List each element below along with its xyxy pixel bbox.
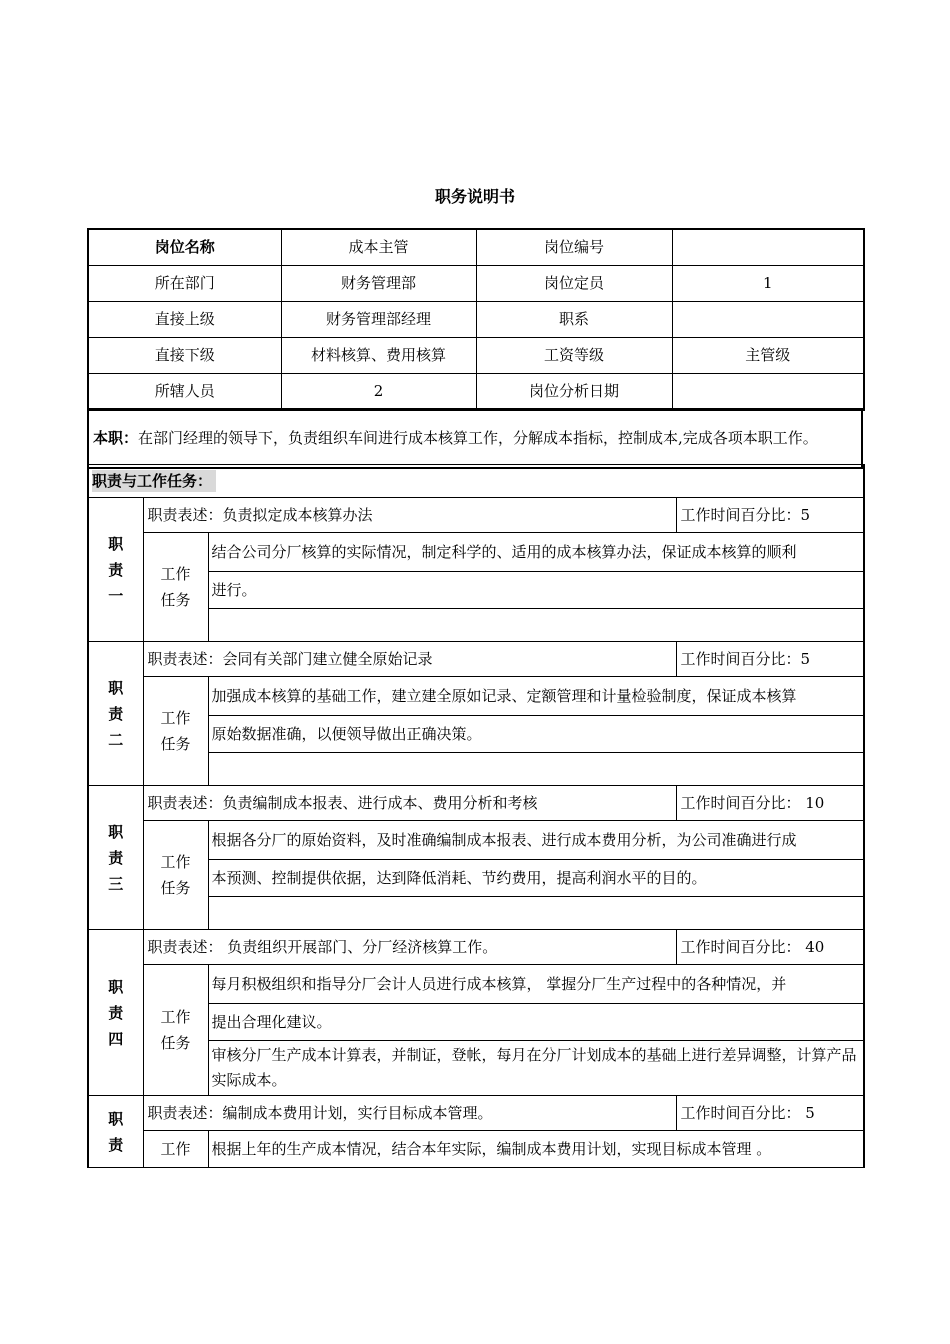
task-line (208, 897, 864, 930)
field-value-staff-count: 2 (281, 374, 476, 411)
table-row (88, 409, 862, 469)
duty-time-percentage: 工作时间百分比：5 (676, 642, 864, 677)
task-line (208, 753, 864, 786)
duty-time-percentage: 工作时间百分比： 10 (676, 786, 864, 821)
duties-header: 职责与工作任务： (92, 470, 216, 492)
duties-table (87, 464, 865, 1168)
field-label-job-family: 职系 (476, 302, 672, 338)
table-row (88, 302, 864, 338)
field-value-analysis-date (672, 374, 864, 411)
duty-label (88, 498, 143, 642)
table-row (88, 229, 864, 266)
work-task-label (143, 821, 208, 930)
field-label-direct-superior: 直接上级 (88, 302, 281, 338)
duty-time-percentage: 工作时间百分比：5 (676, 498, 864, 533)
task-line: 进行。 (208, 572, 864, 609)
duty-description: 职责表述：会同有关部门建立健全原始记录 (143, 642, 676, 677)
duty-description: 职责表述：负责编制成本报表、进行成本、费用分析和考核 (143, 786, 676, 821)
duty-description: 职责表述：负责拟定成本核算办法 (143, 498, 676, 533)
table-row (88, 965, 864, 1004)
field-label-direct-subordinate: 直接下级 (88, 338, 281, 374)
job-summary-text: 在部门经理的领导下，负责组织车间进行成本核算工作，分解成本指标，控制成本,完成各项本职工作。 (138, 429, 818, 447)
work-task-label-text: 工作任务 (160, 853, 191, 897)
duty-label (88, 786, 143, 930)
field-value-position-name: 成本主管 (281, 229, 476, 266)
duty-label (88, 1096, 143, 1168)
duty-label-text: 职责二 (108, 678, 124, 749)
work-task-label: 工作 (143, 1131, 208, 1168)
job-summary-label: 本职： (93, 429, 139, 447)
duty-description: 职责表述：编制成本费用计划，实行目标成本管理。 (143, 1096, 676, 1131)
work-task-label (143, 965, 208, 1096)
task-line: 原始数据准确，以便领导做出正确决策。 (208, 716, 864, 753)
table-row (88, 465, 864, 498)
table-row (88, 498, 864, 533)
duty-label-text: 职责 (108, 1109, 124, 1154)
duty-label (88, 930, 143, 1096)
duties-header-cell (88, 465, 864, 498)
field-label-salary-grade: 工资等级 (476, 338, 672, 374)
job-summary-cell (88, 409, 862, 469)
field-value-direct-subordinate: 材料核算、费用核算 (281, 338, 476, 374)
task-line: 本预测、控制提供依据，达到降低消耗、节约费用，提高利润水平的目的。 (208, 860, 864, 897)
field-label-staff-count: 所辖人员 (88, 374, 281, 411)
work-task-label-text: 工作任务 (160, 565, 191, 609)
field-value-headcount: 1 (672, 266, 864, 302)
field-label-headcount: 岗位定员 (476, 266, 672, 302)
task-line: 审核分厂生产成本计算表，并制证，登帐，每月在分厂计划成本的基础上进行差异调整，计算产品实际成本。 (208, 1041, 864, 1096)
field-value-direct-superior: 财务管理部经理 (281, 302, 476, 338)
table-row (88, 677, 864, 716)
work-task-label (143, 677, 208, 786)
table-row (88, 533, 864, 572)
field-label-department: 所在部门 (88, 266, 281, 302)
table-row (88, 821, 864, 860)
task-line: 根据各分厂的原始资料，及时准确编制成本报表、进行成本费用分析，为公司准确进行成 (208, 821, 864, 860)
duty-description: 职责表述： 负责组织开展部门、分厂经济核算工作。 (143, 930, 676, 965)
work-task-label (143, 533, 208, 642)
table-row (88, 930, 864, 965)
task-line: 提出合理化建议。 (208, 1004, 864, 1041)
duty-label-text: 职责三 (108, 822, 124, 893)
duty-label (88, 642, 143, 786)
duty-label-text: 职责四 (108, 977, 124, 1048)
work-task-label-text: 工作任务 (160, 709, 191, 753)
duty-time-percentage: 工作时间百分比： 40 (676, 930, 864, 965)
table-row (88, 1131, 864, 1168)
document-title: 职务说明书 (434, 187, 515, 206)
table-row (88, 642, 864, 677)
position-info-table (87, 228, 865, 411)
field-label-analysis-date: 岗位分析日期 (476, 374, 672, 411)
table-row (88, 374, 864, 411)
task-line (208, 609, 864, 642)
table-row (88, 786, 864, 821)
field-value-job-family (672, 302, 864, 338)
task-line: 每月积极组织和指导分厂会计人员进行成本核算， 掌握分厂生产过程中的各种情况，并 (208, 965, 864, 1004)
job-summary-table (87, 408, 863, 469)
task-line: 加强成本核算的基础工作，建立建全原如记录、定额管理和计量检验制度，保证成本核算 (208, 677, 864, 716)
duty-time-percentage: 工作时间百分比： 5 (676, 1096, 864, 1131)
table-row (88, 266, 864, 302)
table-row (88, 338, 864, 374)
duty-label-text: 职责一 (108, 534, 124, 605)
field-label-position-number: 岗位编号 (476, 229, 672, 266)
field-value-position-number (672, 229, 864, 266)
field-value-department: 财务管理部 (281, 266, 476, 302)
work-task-label-text: 工作任务 (160, 1008, 191, 1052)
table-row (88, 1096, 864, 1131)
task-line: 根据上年的生产成本情况，结合本年实际，编制成本费用计划，实现目标成本管理 。 (208, 1131, 864, 1168)
task-line: 结合公司分厂核算的实际情况，制定科学的、适用的成本核算办法，保证成本核算的顺利 (208, 533, 864, 572)
field-label-position-name: 岗位名称 (88, 229, 281, 266)
field-value-salary-grade: 主管级 (672, 338, 864, 374)
